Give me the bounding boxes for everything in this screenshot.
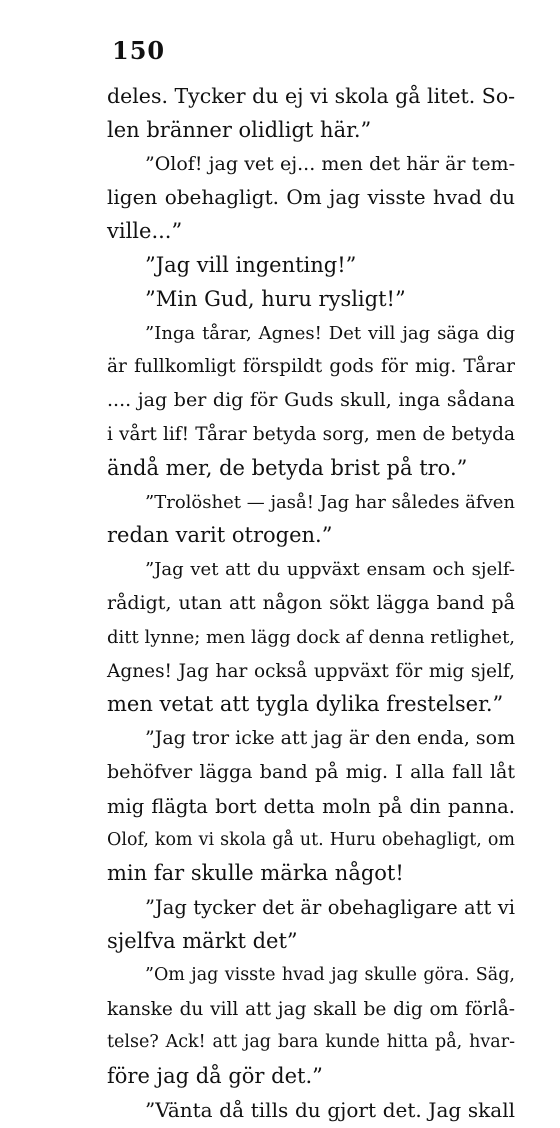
text-line: ”Trolöshet — jaså! Jag har således äfven — [145, 491, 515, 513]
text-line: telse? Ack! att jag bara kunde hitta på, hvar- — [107, 1032, 515, 1053]
text-line: ”Inga tårar, Agnes! Det vill jag säga dig — [145, 322, 515, 344]
text-line: len bränner olidligt här.” — [107, 117, 372, 142]
text-line: ”Olof! jag vet ej... men det här är tem- — [145, 152, 515, 175]
text-line: behöfver lägga band på mig. I alla fall låt — [107, 760, 515, 783]
text-line: Olof, kom vi skola gå ut. Huru obehagligt, om — [107, 829, 515, 850]
text-line: ditt lynne; men lägg dock af denna retlighet, — [107, 626, 516, 648]
text-line: ligen obehagligt. Om jag visste hvad du — [107, 185, 515, 210]
text-line: ville...” — [107, 219, 183, 244]
text-line: är fullkomligt förspildt gods för mig. Tårar — [107, 356, 515, 378]
text-line: .... jag ber dig för Guds skull, inga sådana — [107, 389, 515, 412]
text-line: ”Vänta då tills du gjort det. Jag skall — [145, 1097, 515, 1122]
text-line: ”Jag vill ingenting!” — [145, 252, 357, 277]
text-line: ändå mer, de betyda brist på tro.” — [107, 455, 468, 480]
text-line: rådigt, utan att någon sökt lägga band på — [107, 591, 515, 614]
text-line: ”Min Gud, huru rysligt!” — [145, 286, 406, 311]
text-line: sjelfva märkt det” — [107, 928, 298, 953]
text-line: kanske du vill att jag skall be dig om förlå- — [107, 998, 515, 1020]
page-number: 150 — [112, 36, 166, 65]
text-line: redan varit otrogen.” — [107, 523, 333, 548]
text-line: min far skulle märka något! — [107, 861, 404, 886]
text-line: deles. Tycker du ej vi skola gå litet. So- — [107, 84, 516, 108]
text-line: mig flägta bort detta moln på din panna. — [107, 794, 515, 818]
text-line: i vårt lif! Tårar betyda sorg, men de betyda — [107, 423, 515, 445]
text-line: men vetat att tygla dylika frestelser.” — [107, 692, 504, 717]
text-line: Agnes! Jag har också uppväxt för mig sjelf, — [107, 660, 515, 682]
text-line: ”Om jag visste hvad jag skulle göra. Säg, — [145, 964, 515, 985]
text-line: ”Jag tror icke att jag är den enda, som — [145, 727, 516, 750]
text-line: ”Jag tycker det är obehagligare att vi — [145, 896, 515, 920]
text-line: ”Jag vet att du uppväxt ensam och sjelf- — [145, 559, 515, 581]
text-line: före jag då gör det.” — [107, 1064, 323, 1089]
body-text — [107, 80, 515, 1128]
